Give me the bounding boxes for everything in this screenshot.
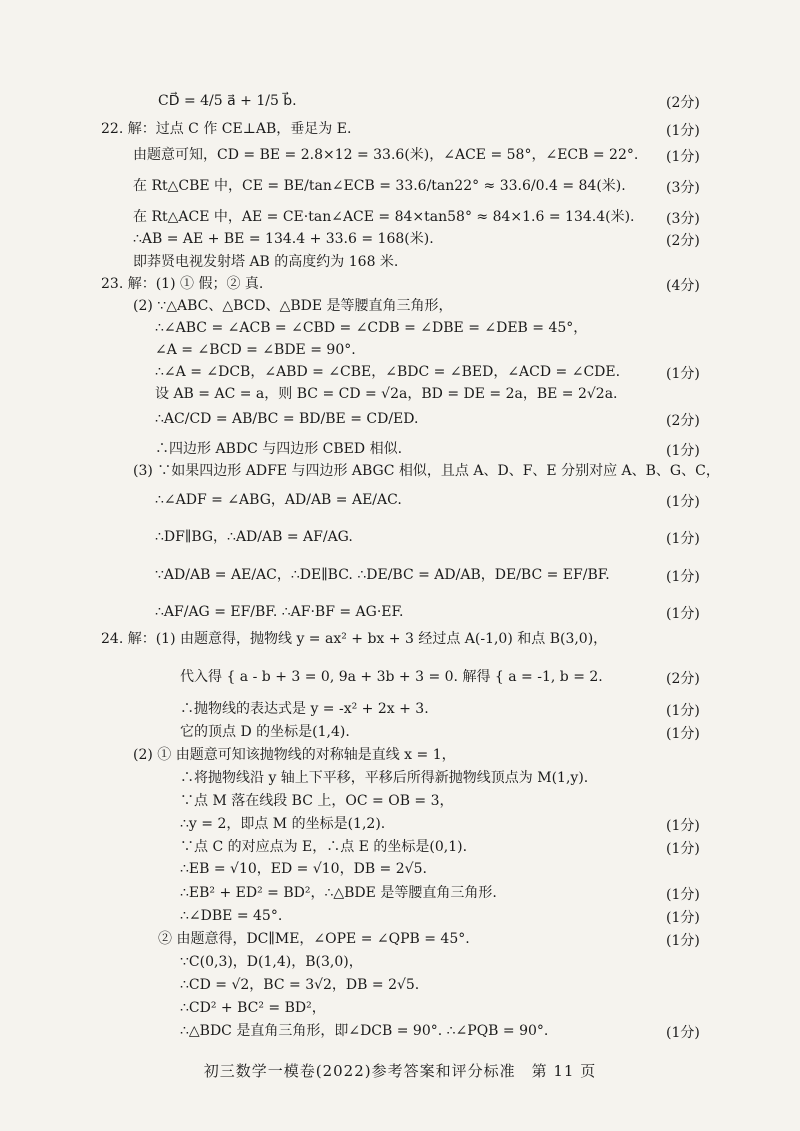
text-line: ∴∠A = ∠DCB，∠ABD = ∠CBE，∠BDC = ∠BED，∠ACD = ∠CDE. [155, 364, 621, 380]
score-mark: (1分) [666, 149, 700, 165]
page-footer: 初三数学一模卷(2022)参考答案和评分标准 第 11 页 [203, 1062, 597, 1080]
problem-24-heading: 24. 解：(1) 由题意得，抛物线 y = ax² + bx + 3 经过点 A(-1,0) 和点 B(3,0)， [101, 631, 608, 647]
text-line: ∵点 M 落在线段 BC 上，OC = OB = 3， [180, 793, 454, 809]
text-line: CD⃗ = 4/5 a⃗ + 1/5 b⃗. [158, 93, 297, 109]
text-line: (3) ∵如果四边形 ADFE 与四边形 ABGC 相似，且点 A、D、F、E 分别对应 A、B、G、C， [133, 463, 720, 479]
text-line: ∴四边形 ABDC 与四边形 CBED 相似. [155, 441, 403, 457]
score-mark: (2分) [666, 233, 700, 249]
score-mark: (1分) [666, 703, 700, 719]
score-mark: (2分) [666, 95, 700, 111]
text-line: ∴∠ABC = ∠ACB = ∠CBD = ∠CDB = ∠DBE = ∠DEB = 45°， [155, 320, 588, 336]
score-mark: (1分) [666, 887, 700, 903]
score-mark: (1分) [666, 606, 700, 622]
text-line: ∴AF/AG = EF/BF. ∴AF·BF = AG·EF. [155, 604, 404, 620]
text-line: ∴∠ADF = ∠ABG，AD/AB = AE/AC. [155, 492, 402, 508]
score-mark: (1分) [666, 910, 700, 926]
text-line: ∴△BDC 是直角三角形，即∠DCB = 90°. ∴∠PQB = 90°. [180, 1023, 549, 1039]
score-mark: (1分) [666, 726, 700, 742]
text-line: ∴AC/CD = AB/BC = BD/BE = CD/ED. [155, 411, 419, 427]
text-line: 它的顶点 D 的坐标是(1,4). [180, 724, 350, 740]
score-mark: (2分) [666, 413, 700, 429]
score-mark: (1分) [666, 569, 700, 585]
text-line: 代入得 { a - b + 3 = 0, 9a + 3b + 3 = 0. 解得 { a = -1, b = 2. [180, 669, 603, 685]
text-line: ∴y = 2，即点 M 的坐标是(1,2). [180, 816, 386, 832]
text-line: ∵AD/AB = AE/AC，∴DE∥BC. ∴DE/BC = AD/AB，DE/BC = EF/BF. [155, 567, 610, 583]
text-line: 即莽贤电视发射塔 AB 的高度约为 168 米. [133, 254, 399, 270]
score-mark: (1分) [666, 933, 700, 949]
text-line: ∵点 C 的对应点为 E，∴点 E 的坐标是(0,1). [180, 839, 468, 855]
text-line: 在 Rt△CBE 中，CE = BE/tan∠ECB = 33.6/tan22° ≈ 33.6/0.4 = 84(米). [133, 178, 626, 194]
text-line: ∴EB = √10，ED = √10，DB = 2√5. [180, 861, 427, 877]
text-line: ∴EB² + ED² = BD²，∴△BDE 是等腰直角三角形. [180, 885, 497, 901]
score-mark: (1分) [666, 841, 700, 857]
text-line: ∴AB = AE + BE = 134.4 + 33.6 = 168(米). [133, 231, 434, 247]
problem-22-heading: 22. 解：过点 C 作 CE⊥AB，垂足为 E. [101, 121, 352, 137]
problem-23-heading: 23. 解：(1) ① 假；② 真. [101, 276, 264, 292]
score-mark: (1分) [666, 531, 700, 547]
text-line: ② 由题意得，DC∥ME，∠OPE = ∠QPB = 45°. [158, 931, 470, 947]
score-mark: (1分) [666, 818, 700, 834]
text-line: 在 Rt△ACE 中，AE = CE·tan∠ACE = 84×tan58° ≈ 84×1.6 = 134.4(米). [133, 209, 635, 225]
score-mark: (1分) [666, 443, 700, 459]
text-line: (2) ① 由题意可知该抛物线的对称轴是直线 x = 1， [133, 747, 456, 763]
text-line: ∴CD² + BC² = BD²， [180, 1000, 326, 1016]
score-mark: (2分) [666, 671, 700, 687]
score-mark: (3分) [666, 180, 700, 196]
score-mark: (1分) [666, 1025, 700, 1041]
score-mark: (1分) [666, 494, 700, 510]
text-line: ∠A = ∠BCD = ∠BDE = 90°. [155, 342, 356, 358]
text-line: ∴∠DBE = 45°. [180, 908, 283, 924]
text-line: ∴抛物线的表达式是 y = -x² + 2x + 3. [180, 701, 429, 717]
text-line: ∴DF∥BG，∴AD/AB = AF/AG. [155, 529, 353, 545]
text-line: ∴CD = √2，BC = 3√2，DB = 2√5. [180, 977, 420, 993]
score-mark: (3分) [666, 211, 700, 227]
text-line: 设 AB = AC = a，则 BC = CD = √2a，BD = DE = 2a，BE = 2√2a. [155, 386, 618, 402]
score-mark: (1分) [666, 123, 700, 139]
score-mark: (1分) [666, 366, 700, 382]
text-line: ∴将抛物线沿 y 轴上下平移，平移后所得新抛物线顶点为 M(1,y). [180, 770, 589, 786]
text-line: 由题意可知，CD = BE = 2.8×12 = 33.6(米)，∠ACE = 58°，∠ECB = 22°. [133, 147, 639, 163]
text-line: (2) ∵△ABC、△BCD、△BDE 是等腰直角三角形， [133, 298, 453, 314]
text-line: ∵C(0,3)，D(1,4)，B(3,0)， [180, 954, 363, 970]
score-mark: (4分) [666, 278, 700, 294]
